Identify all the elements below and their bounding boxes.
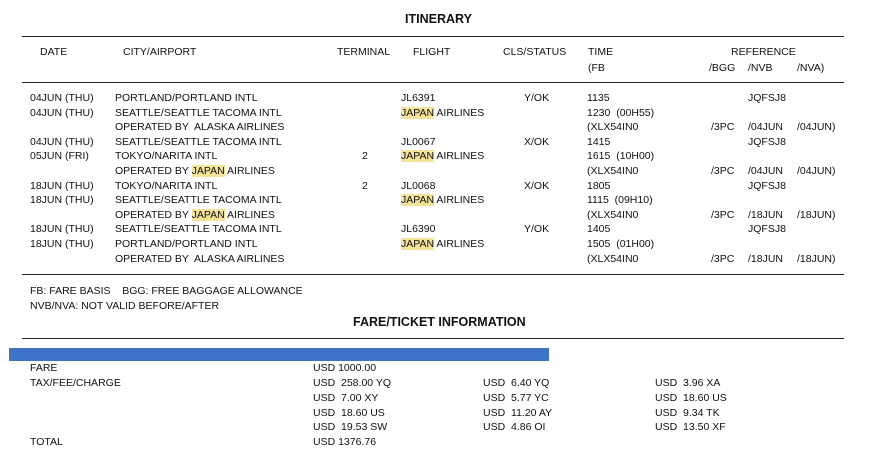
row-flight: JL0067 bbox=[401, 135, 436, 148]
row-nvb: /18JUN bbox=[748, 208, 784, 221]
tax-item: USD 13.50 XF bbox=[655, 421, 726, 434]
city-prefix: OPERATED BY bbox=[115, 208, 192, 221]
row-nvb: /18JUN bbox=[748, 252, 784, 265]
tax-item: USD 5.77 YC bbox=[483, 391, 549, 404]
row-time: 1805 bbox=[587, 179, 611, 192]
row-city bbox=[115, 164, 275, 179]
row-time: 1615 (10H00) bbox=[587, 150, 655, 163]
header-flight: FLIGHT bbox=[413, 46, 451, 58]
fare-color-bar bbox=[9, 348, 549, 361]
row-bgg: /3PC bbox=[711, 165, 735, 177]
row-city: OPERATED BY ALASKA AIRLINES bbox=[115, 252, 285, 265]
airline-highlight: JAPAN bbox=[401, 194, 435, 207]
row-time: (XLX54IN0 bbox=[587, 165, 639, 177]
row-bgg: /3PC bbox=[711, 121, 735, 134]
tax-item: USD 6.40 YQ bbox=[483, 377, 550, 389]
row-city: SEATTLE/SEATTLE TACOMA INTL bbox=[115, 135, 282, 148]
row-airline bbox=[401, 106, 484, 121]
header-top-rule bbox=[22, 36, 844, 37]
row-date: 18JUN (THU) bbox=[30, 223, 94, 236]
airline-highlight: JAPAN bbox=[401, 150, 435, 163]
fare-title: FARE/TICKET INFORMATION bbox=[353, 315, 526, 329]
row-city: SEATTLE/SEATTLE TACOMA INTL bbox=[115, 194, 282, 207]
row-time: 1230 (00H55) bbox=[587, 106, 655, 119]
tax-item: USD 3.96 XA bbox=[655, 377, 721, 389]
header-terminal: TERMINAL bbox=[337, 46, 391, 58]
row-city: TOKYO/NARITA INTL bbox=[115, 179, 218, 192]
row-time: 1505 (01H00) bbox=[587, 238, 655, 250]
row-reference: JQFSJ8 bbox=[748, 135, 786, 148]
airline-suffix: AIRLINES bbox=[434, 150, 485, 163]
airline-highlight: JAPAN bbox=[401, 238, 435, 250]
row-date: 04JUN (THU) bbox=[30, 135, 94, 148]
row-time: (XLX54IN0 bbox=[587, 208, 639, 221]
row-city: SEATTLE/SEATTLE TACOMA INTL bbox=[115, 223, 282, 236]
tax-item: USD 258.00 YQ bbox=[313, 377, 392, 389]
row-status: Y/OK bbox=[524, 92, 550, 104]
row-date: 04JUN (THU) bbox=[30, 106, 94, 119]
note-nvb-nva: NVB/NVA: NOT VALID BEFORE/AFTER bbox=[30, 300, 220, 312]
tax-label: TAX/FEE/CHARGE bbox=[30, 377, 121, 389]
header-city: CITY/AIRPORT bbox=[123, 46, 197, 58]
row-city: PORTLAND/PORTLAND INTL bbox=[115, 238, 258, 250]
row-bgg: /3PC bbox=[711, 208, 735, 221]
airline-suffix: AIRLINES bbox=[434, 238, 485, 250]
note-fare-basis: FB: FARE BASIS BGG: FREE BAGGAGE ALLOWANCE bbox=[30, 285, 303, 297]
row-time: 1135 bbox=[587, 92, 610, 104]
row-terminal: 2 bbox=[362, 179, 368, 192]
row-reference: JQFSJ8 bbox=[748, 179, 786, 192]
header-ref-nvb: /NVB bbox=[748, 62, 773, 74]
tax-item: USD 7.00 XY bbox=[313, 391, 379, 404]
row-terminal: 2 bbox=[362, 150, 368, 163]
row-date: 18JUN (THU) bbox=[30, 194, 94, 207]
total-value: USD 1376.76 bbox=[313, 436, 377, 448]
row-date: 18JUN (THU) bbox=[30, 179, 94, 192]
row-city: SEATTLE/SEATTLE TACOMA INTL bbox=[115, 106, 282, 119]
row-status: Y/OK bbox=[524, 223, 550, 236]
row-flight: JL6391 bbox=[401, 92, 436, 104]
header-cls-status: CLS/STATUS bbox=[503, 46, 567, 58]
airline-highlight: JAPAN bbox=[191, 208, 225, 221]
airline-highlight: JAPAN bbox=[401, 106, 435, 119]
row-nva: /04JUN) bbox=[797, 121, 836, 134]
city-suffix: AIRLINES bbox=[224, 208, 275, 221]
row-date: 04JUN (THU) bbox=[30, 92, 94, 104]
row-time: (XLX54IN0 bbox=[587, 252, 639, 265]
row-nvb: /04JUN bbox=[748, 121, 784, 134]
tax-item: USD 18.60 US bbox=[313, 406, 385, 419]
row-date: 05JUN (FRI) bbox=[30, 150, 89, 163]
row-nva: /04JUN) bbox=[797, 165, 836, 177]
fare-label: FARE bbox=[30, 362, 58, 374]
airline-suffix: AIRLINES bbox=[434, 106, 485, 119]
header-ref-bgg: /BGG bbox=[709, 62, 736, 74]
rows-bottom-rule bbox=[22, 274, 844, 275]
header-reference: REFERENCE bbox=[731, 46, 796, 58]
row-reference: JQFSJ8 bbox=[748, 92, 786, 104]
row-flight: JL6390 bbox=[401, 223, 436, 236]
airline-highlight: JAPAN bbox=[191, 165, 225, 177]
row-nvb: /04JUN bbox=[748, 165, 784, 177]
row-time: 1115 (09H10) bbox=[587, 194, 653, 207]
row-status: X/OK bbox=[524, 179, 550, 192]
row-city: PORTLAND/PORTLAND INTL bbox=[115, 92, 258, 104]
row-date: 18JUN (THU) bbox=[30, 238, 94, 250]
tax-item: USD 19.53 SW bbox=[313, 421, 388, 434]
row-city: TOKYO/NARITA INTL bbox=[115, 150, 218, 163]
header-date: DATE bbox=[40, 46, 68, 58]
header-time-sub: (FB bbox=[588, 62, 605, 74]
row-airline bbox=[401, 237, 484, 252]
city-suffix: AIRLINES bbox=[224, 165, 275, 177]
header-time: TIME bbox=[588, 46, 614, 58]
row-airline bbox=[401, 193, 484, 208]
row-nva: /18JUN) bbox=[797, 208, 836, 221]
row-airline bbox=[401, 149, 484, 164]
row-reference: JQFSJ8 bbox=[748, 223, 786, 236]
city-prefix: OPERATED BY bbox=[115, 165, 192, 177]
row-city: OPERATED BY ALASKA AIRLINES bbox=[115, 121, 285, 134]
fare-rule bbox=[22, 338, 844, 339]
header-bottom-rule bbox=[22, 82, 844, 83]
row-time: 1405 bbox=[587, 223, 611, 236]
fare-value: USD 1000.00 bbox=[313, 362, 377, 374]
row-nva: /18JUN) bbox=[797, 252, 836, 265]
row-time: 1415 bbox=[587, 135, 611, 148]
tax-item: USD 18.60 US bbox=[655, 391, 727, 404]
row-bgg: /3PC bbox=[711, 252, 735, 265]
row-status: X/OK bbox=[524, 135, 550, 148]
header-ref-nva: /NVA) bbox=[797, 62, 825, 74]
tax-item: USD 4.86 OI bbox=[483, 421, 546, 434]
airline-suffix: AIRLINES bbox=[434, 194, 485, 207]
itinerary-title: ITINERARY bbox=[405, 12, 472, 26]
row-time: (XLX54IN0 bbox=[587, 121, 639, 134]
tax-item: USD 11.20 AY bbox=[483, 406, 553, 419]
total-label: TOTAL bbox=[30, 436, 63, 448]
row-flight: JL0068 bbox=[401, 179, 436, 192]
row-city bbox=[115, 208, 275, 223]
tax-item: USD 9.34 TK bbox=[655, 406, 720, 419]
